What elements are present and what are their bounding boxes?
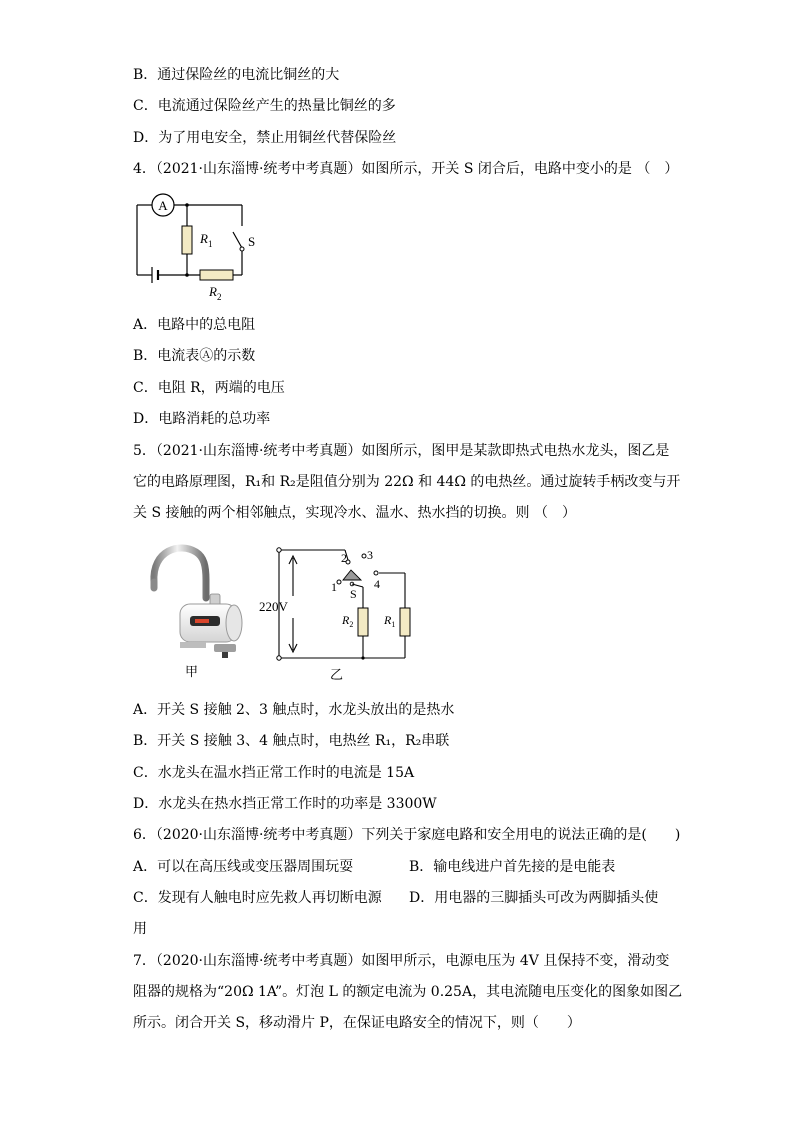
q5-stem-line3: 关 S 接触的两个相邻触点，实现冷水、温水、热水挡的切换。则 （ ） <box>133 505 576 521</box>
switch-symbol <box>233 232 242 248</box>
q7-stem-line1: 7．（2020·山东淄博·统考中考真题）如图甲所示，电源电压为 4V 且保持不变，滑动变 <box>133 953 670 969</box>
figure-caption-jia: 甲 <box>185 665 199 680</box>
svg-text:R1 <box>199 231 212 249</box>
r2-subscript: 2 <box>216 292 222 302</box>
voltage-label: 220V <box>259 599 288 614</box>
svg-text:R1 <box>383 613 395 629</box>
q6-stem: 6．（2020·山东淄博·统考中考真题）下列关于家庭电路和安全用电的说法正确的是( ) <box>133 827 681 843</box>
q6-option-b: B．输电线进户首先接的是电能表 <box>409 859 616 875</box>
svg-text:R2 <box>341 613 353 629</box>
r2-label: R <box>209 284 217 299</box>
q5-circuit-figure <box>255 540 415 665</box>
q5-option-d: D．水龙头在热水挡正常工作时的功率是 3300W <box>133 796 437 812</box>
q3-option-c: C．电流通过保险丝产生的热量比铜丝的多 <box>133 98 396 114</box>
svg-text:R2 <box>208 284 221 302</box>
faucet-image <box>140 540 250 660</box>
q3-option-b: B．通过保险丝的电流比铜丝的大 <box>133 67 340 83</box>
contact-3-label: 3 <box>367 548 373 562</box>
q6-option-d-continued: 用 <box>133 921 147 937</box>
q5-option-b: B．开关 S 接触 3、4 触点时，电热丝 R₁，R₂串联 <box>133 733 450 749</box>
r1-subscript: 1 <box>391 620 396 629</box>
r2-resistor <box>200 270 233 280</box>
q4-stem: 4．（2021·山东淄博·统考中考真题）如图所示，开关 S 闭合后，电路中变小的是 （ ） <box>133 161 679 177</box>
r2-resistor <box>358 608 368 636</box>
rotary-switch <box>343 570 361 580</box>
q6-option-a: A．可以在高压线或变压器周围玩耍 <box>133 859 354 875</box>
q6-option-c: C．发现有人触电时应先救人再切断电源 <box>133 890 382 906</box>
q3-option-d: D．为了用电安全，禁止用铜丝代替保险丝 <box>133 130 397 146</box>
q4-option-d: D．电路消耗的总功率 <box>133 411 271 427</box>
switch-label: S <box>350 587 357 601</box>
q4-option-b: B．电流表Ⓐ的示数 <box>133 348 256 364</box>
contact-1-label: 1 <box>331 580 337 594</box>
q4-option-a: A．电路中的总电阻 <box>133 317 256 333</box>
r1-subscript: 1 <box>207 239 213 249</box>
q4-option-c: C．电阻 R，两端的电压 <box>133 380 285 396</box>
contact-4-label: 4 <box>374 577 380 591</box>
q5-stem-line2: 它的电路原理图，R₁和 R₂是阻值分别为 22Ω 和 44Ω 的电热丝。通过旋转手柄改变与开 <box>133 474 681 490</box>
q5-option-a: A．开关 S 接触 2、3 触点时，水龙头放出的是热水 <box>133 702 455 718</box>
r2-label: R <box>342 613 350 627</box>
ammeter-label: A <box>158 198 168 213</box>
q7-stem-line3: 所示。闭合开关 S，移动滑片 P，在保证电路安全的情况下，则（ ） <box>133 1015 581 1031</box>
q7-stem-line2: 阻器的规格为“20Ω 1A”。灯泡 L 的额定电流为 0.25A，其电流随电压变化的图象如图乙 <box>133 984 683 1000</box>
q5-stem-line1: 5．（2021·山东淄博·统考中考真题）如图所示，图甲是某款即热式电热水龙头，图乙是 <box>133 443 670 459</box>
switch-label: S <box>248 234 256 249</box>
q5-option-c: C．水龙头在温水挡正常工作时的电流是 15A <box>133 765 415 781</box>
r1-label: R <box>200 231 208 246</box>
r1-label: R <box>384 613 392 627</box>
r1-resistor <box>182 226 192 254</box>
r1-resistor <box>400 608 410 636</box>
contact-2-label: 2 <box>341 551 347 565</box>
q6-option-d: D．用电器的三脚插头可改为两脚插头使 <box>409 890 659 906</box>
figure-caption-yi: 乙 <box>330 668 344 683</box>
r2-subscript: 2 <box>349 620 354 629</box>
q4-circuit-figure <box>130 190 260 305</box>
